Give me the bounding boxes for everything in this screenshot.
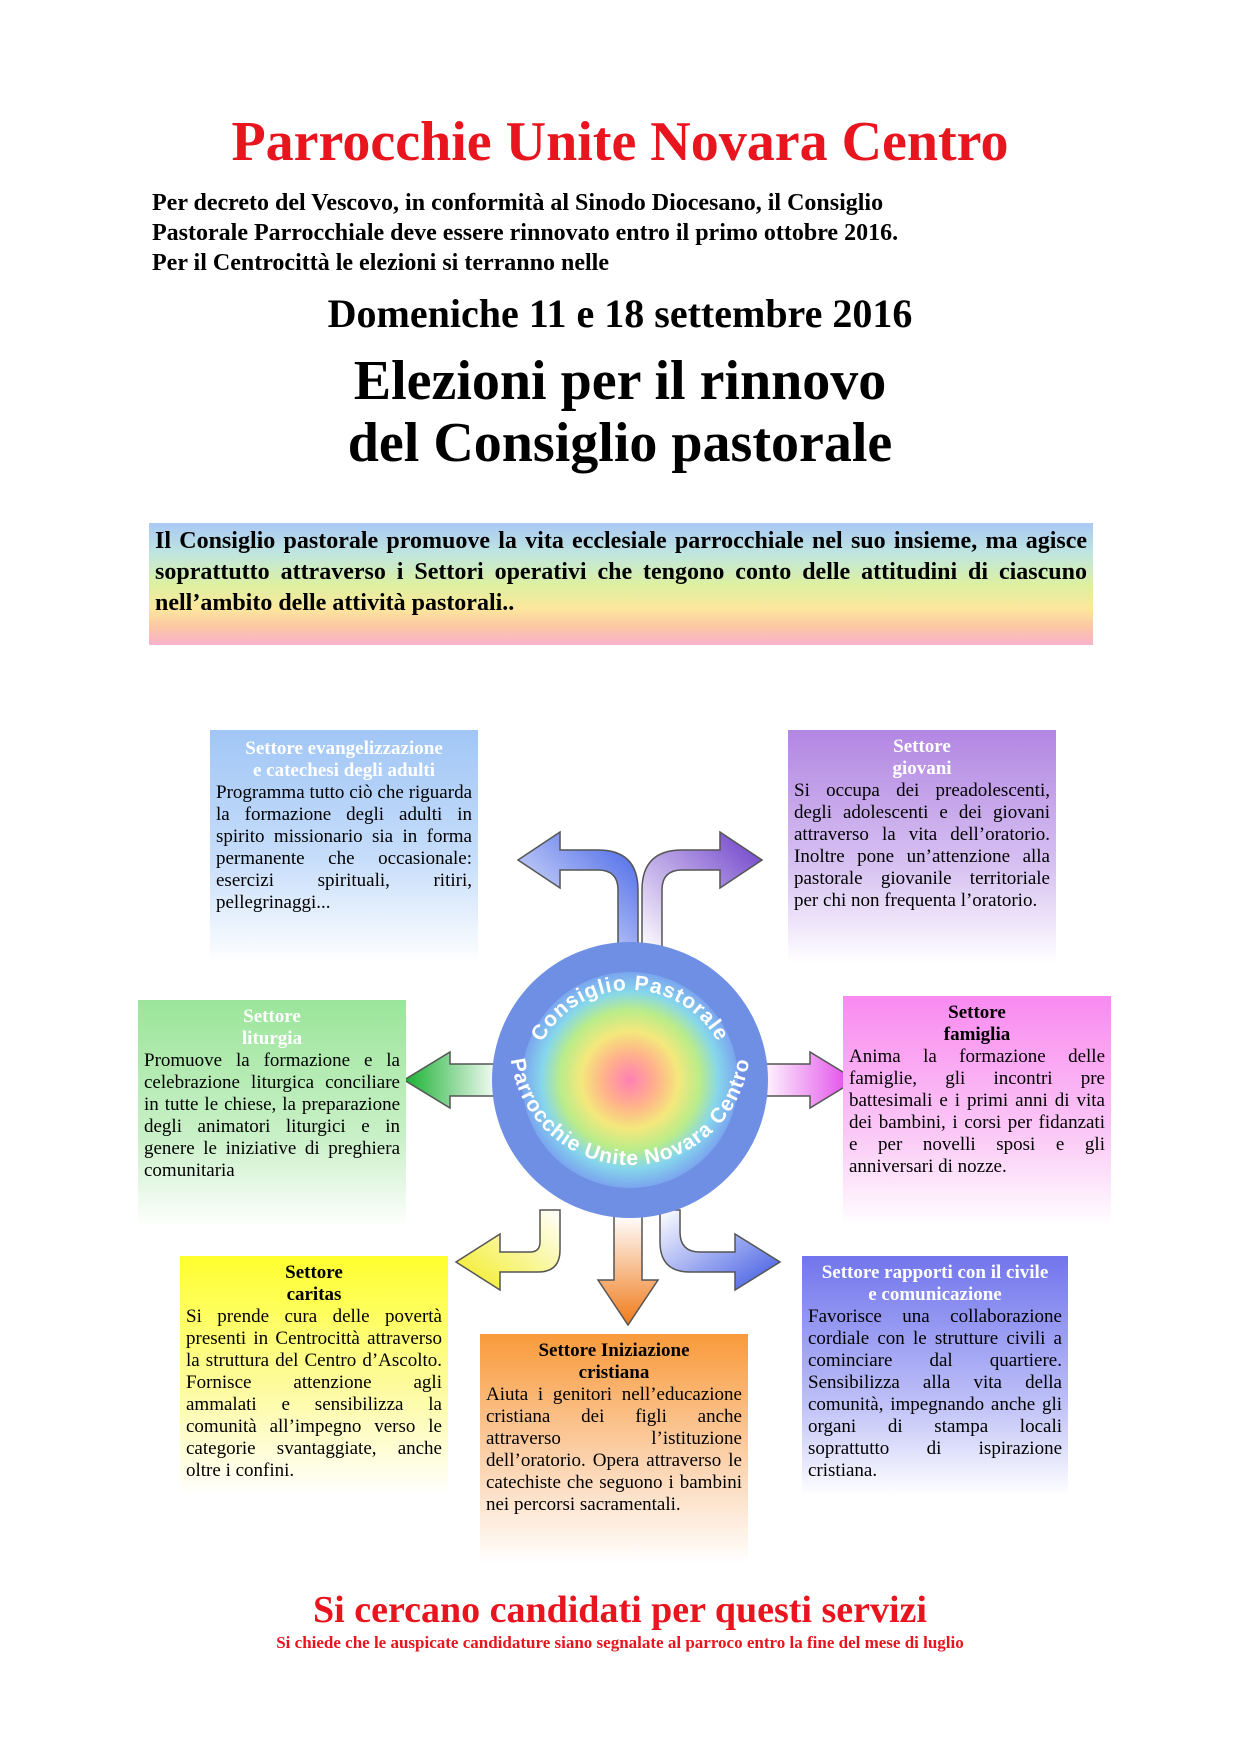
card-title-line: Settore [893,736,951,757]
card-title-line: caritas [286,1284,342,1305]
card-title-line: cristiana [578,1362,650,1383]
arrow-giovani [642,832,762,950]
card-rapporti [802,1256,1068,1496]
page-title: Parrocchie Unite Novara Centro [231,111,1009,173]
banner-text: Il Consiglio pastorale promuove la vita ecclesiale parrocchiale nel suo insieme, ma agisce soprattutto attraverso i Settori operativi che tengono conto delle attitudini di ciascuno nell’ambito delle attività pastorali.. [155,528,1087,616]
arrow-evangelizzazione [518,832,638,950]
card-title [788,730,1056,780]
card-title-line: Settore evangelizzazione [245,738,443,759]
card-body: Programma tutto ciò che riguarda la formazione degli adulti in spirito missionario sia in forma permanente che occasionale: esercizi spirituali, ritiri, pellegrinaggi... [216,782,472,913]
intro-line: Pastorale Parrocchiale deve essere rinnovato entro il primo ottobre 2016. [152,220,899,246]
card-title [138,1000,406,1050]
card-caritas [180,1256,448,1496]
card-title [843,996,1111,1046]
intro-line: Per decreto del Vescovo, in conformità al Sinodo Diocesano, il Consiglio [152,190,884,216]
center-bottom-text: Parrocchie Unite Novara Centro [505,1056,755,1171]
headline-line: Elezioni per il rinnovo [353,350,887,412]
card-title-line: Settore [285,1262,343,1283]
card-body: Promuove la formazione e la celebrazione liturgica conciliare in tutte le chiese, la preparazione degli animatori liturgici e in genere le iniziative di preghiera comunitaria [144,1050,400,1181]
card-body: Si occupa dei preadolescenti, degli adolescenti e dei giovani attraverso la vita dell’oratorio. Inoltre pone un’attenzione alla pastorale giovanile territoriale per chi non frequenta l’oratorio. [794,780,1050,911]
card-famiglia [843,996,1111,1226]
card-title-line: Settore [948,1002,1006,1023]
election-dates: Domeniche 11 e 18 settembre 2016 [327,291,913,336]
card-title-line: giovani [892,758,952,779]
card-evangelizzazione [210,730,478,963]
card-title-line: e catechesi degli adulti [252,760,436,781]
card-body: Favorisce una collaborazione cordiale con le strutture civili a cominciare dal quartiere. Sensibilizza alla vita della comunità, impegnando anche gli organi di stampa locali soprattutto di ispirazione cristiana. [808,1306,1062,1481]
card-title [180,1256,448,1306]
intro-line: Per il Centrocittà le elezioni si terranno nelle [152,250,609,276]
card-body: Aiuta i genitori nell’educazione cristiana dei figli anche attraverso l’istituzione dell’oratorio. Opera attraverso le catechiste che seguono i bambini nei percorsi sacramentali. [486,1384,742,1515]
card-title-line: liturgia [241,1028,303,1049]
card-title-line: Settore Iniziazione [538,1340,690,1361]
card-title [802,1256,1068,1306]
card-title [480,1334,748,1384]
card-liturgia [138,1000,406,1228]
card-title-line: famiglia [943,1024,1011,1045]
arrow-caritas [456,1210,560,1290]
arrow-famiglia [760,1052,856,1108]
card-title-line: Settore [243,1006,301,1027]
card-title-line: Settore rapporti con il civile [821,1262,1049,1283]
card-body: Anima la formazione delle famiglie, gli incontri pre battesimali e i primi anni di vita dei bambini, i corsi per fidanzati e per novelli sposi e gli anniversari di nozze. [849,1046,1105,1177]
card-title [210,730,478,782]
footer-note: Si chiede che le auspicate candidature siano segnalate al parroco entro la fine del mese di luglio [276,1633,964,1652]
call-to-action: Si cercano candidati per questi servizi [313,1589,927,1631]
center-top-text: Consiglio Pastorale [526,971,734,1046]
card-iniziazione [480,1334,748,1564]
card-title-line: e comunicazione [868,1284,1002,1305]
arrow-iniziazione [598,1215,658,1325]
arrow-rapporti [660,1210,780,1290]
card-body: Si prende cura delle povertà presenti in Centrocittà attraverso la struttura del Centro d’Ascolto. Fornisce attenzione agli ammalati e sensibilizza la comunità all’impegno verso le categorie svantaggiate, anche oltre i confini. [186,1306,442,1481]
card-giovani [788,730,1056,963]
headline-line: del Consiglio pastorale [347,412,893,474]
